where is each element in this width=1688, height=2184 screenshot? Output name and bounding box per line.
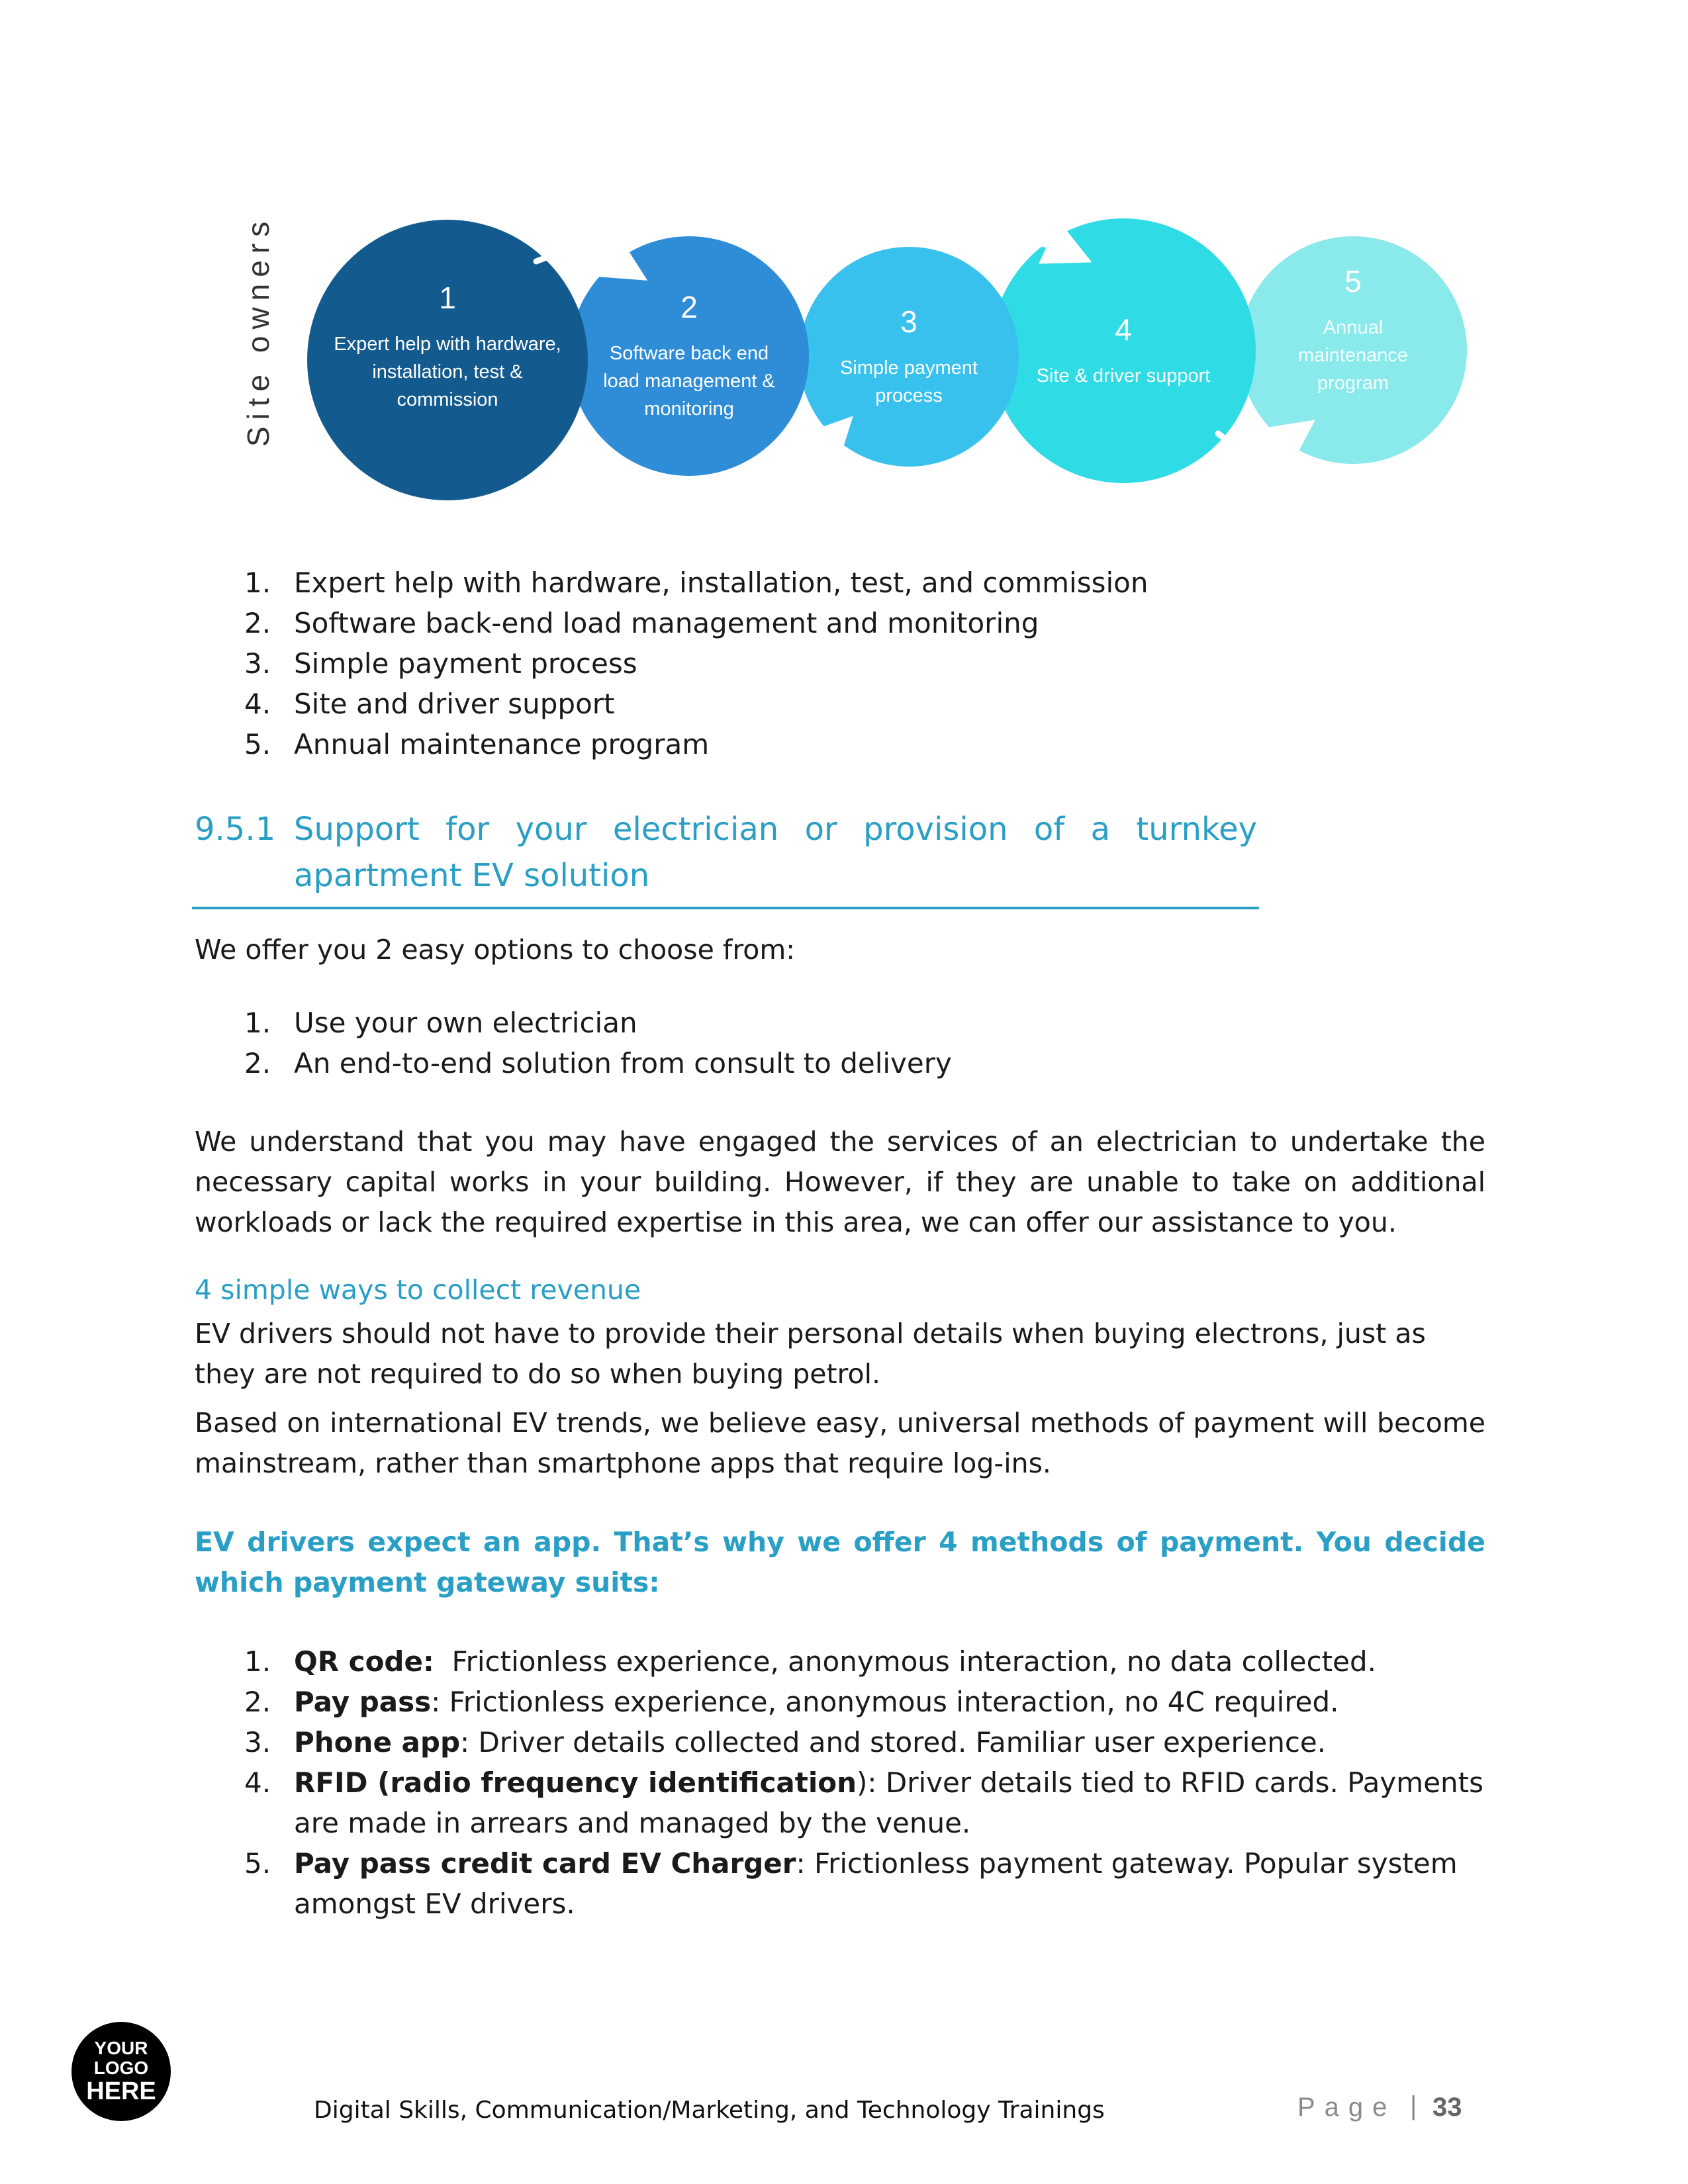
step-text: Expert help with hardware, installation, test & commission xyxy=(334,334,561,410)
list-item: 3. Phone app: Driver details collected and stored. Familiar user experience. xyxy=(244,1726,1327,1758)
page-label: Page xyxy=(1297,2093,1397,2122)
paragraph-drivers: EV drivers should not have to provide their personal details when buying electrons, just as they are not required to do so when buying petrol. xyxy=(195,1318,1426,1390)
page-separator: | xyxy=(1410,2091,1417,2120)
list-item-text: Software back-end load management and monitoring xyxy=(294,607,1039,639)
step-text: Software back end load management & monitoring xyxy=(603,343,775,420)
steps-list xyxy=(195,563,1452,764)
site-owners-label: Site owners xyxy=(241,214,275,447)
section-heading xyxy=(195,806,1257,899)
step-text: Site & driver support xyxy=(1036,365,1211,387)
method-desc: : Frictionless experience, anonymous interaction, no 4C required. xyxy=(431,1686,1339,1718)
list-item: 2. Software back-end load management and monitoring xyxy=(244,607,1039,639)
list-item: 4. RFID (radio frequency identification): Driver details tied to RFID cards. Payments are made in arrears and managed by the venue. xyxy=(244,1766,1483,1839)
flow-arrows xyxy=(0,0,1688,529)
arrow-icon xyxy=(1218,430,1301,447)
step-number: 1 xyxy=(439,281,456,315)
list-item: 4. Site and driver support xyxy=(244,688,615,720)
payment-callout: EV drivers expect an app. That’s why we offer 4 methods of payment. You decide which payment gateway suits: xyxy=(195,1526,1485,1598)
list-item-text: Site and driver support xyxy=(294,688,615,720)
method-term: Pay pass credit card EV Charger xyxy=(294,1847,796,1880)
paragraph-electrician: We understand that you may have engaged the services of an electrician to undertake the necessary capital works in your building. However, if they are unable to take on additional workloads or lack the required expertise in this area, we can offer our assistance to you. xyxy=(195,1126,1485,1238)
step-number: 5 xyxy=(1344,264,1362,298)
list-item-text: Expert help with hardware, installation, test, and commission xyxy=(294,567,1149,599)
section-number: 9.5.1 xyxy=(195,811,276,848)
method-term: Pay pass xyxy=(294,1686,432,1718)
step-number: 3 xyxy=(900,304,917,339)
list-item-text: Annual maintenance program xyxy=(294,728,710,760)
list-item: 1. QR code: Frictionless experience, anonymous interaction, no data collected. xyxy=(244,1645,1376,1678)
list-item-text: Use your own electrician xyxy=(294,1007,637,1039)
arrow-icon xyxy=(976,242,1076,255)
paragraph-trends: Based on international EV trends, we believe easy, universal methods of payment will become mainstream, rather than smartphone apps that require log-ins. xyxy=(195,1407,1485,1479)
method-term: QR code: xyxy=(294,1645,434,1678)
payment-methods-list xyxy=(195,1641,1492,1924)
options-list xyxy=(195,1003,1452,1083)
list-item: 1. Expert help with hardware, installation, test, and commission xyxy=(244,567,1149,599)
page-number: 33 xyxy=(1432,2093,1462,2122)
logo-text: HERE xyxy=(86,2077,156,2105)
method-desc: : Driver details collected and stored. Familiar user experience. xyxy=(460,1726,1327,1758)
step-number: 4 xyxy=(1115,312,1132,347)
method-desc: Frictionless experience, anonymous interaction, no data collected. xyxy=(434,1645,1376,1678)
options-intro: We offer you 2 easy options to choose from: xyxy=(195,934,796,966)
list-item: 5. Pay pass credit card EV Charger: Frictionless payment gateway. Popular system amongst EV drivers. xyxy=(244,1847,1458,1920)
step-text: Annual maintenance program xyxy=(1297,317,1409,394)
site-owners-diagram xyxy=(0,0,1688,529)
arrow-icon xyxy=(536,253,632,271)
section-title: Support for your electrician or provision of a turnkey apartment EV solution xyxy=(294,811,1257,894)
list-item: 5. Annual maintenance program xyxy=(244,728,710,760)
list-item: 2. An end-to-end solution from consult to delivery xyxy=(244,1047,952,1079)
list-item: 3. Simple payment process xyxy=(244,647,637,680)
logo-text: YOUR xyxy=(94,2038,148,2058)
arrow-icon xyxy=(768,429,841,454)
logo-text: LOGO xyxy=(93,2058,149,2078)
section-divider xyxy=(192,907,1259,909)
method-term: Phone app xyxy=(294,1726,461,1758)
method-desc: ): Driver details tied to RFID cards. Payments are made in arrears and managed by the venue. xyxy=(294,1766,1483,1839)
list-item: 1. Use your own electrician xyxy=(244,1007,637,1039)
logo-placeholder xyxy=(71,2022,171,2121)
list-item: 2. Pay pass: Frictionless experience, anonymous interaction, no 4C required. xyxy=(244,1686,1339,1718)
step-number: 2 xyxy=(680,290,698,324)
revenue-subheading: 4 simple ways to collect revenue xyxy=(195,1274,641,1306)
method-desc: : Frictionless payment gateway. Popular system amongst EV drivers. xyxy=(294,1847,1458,1920)
method-term: RFID (radio frequency identification xyxy=(294,1766,857,1799)
list-item-text: Simple payment process xyxy=(294,647,637,680)
list-item-text: An end-to-end solution from consult to delivery xyxy=(294,1047,952,1079)
step-text: Simple payment process xyxy=(840,357,978,406)
footer-text: Digital Skills, Communication/Marketing, and Technology Trainings xyxy=(314,2097,1105,2124)
